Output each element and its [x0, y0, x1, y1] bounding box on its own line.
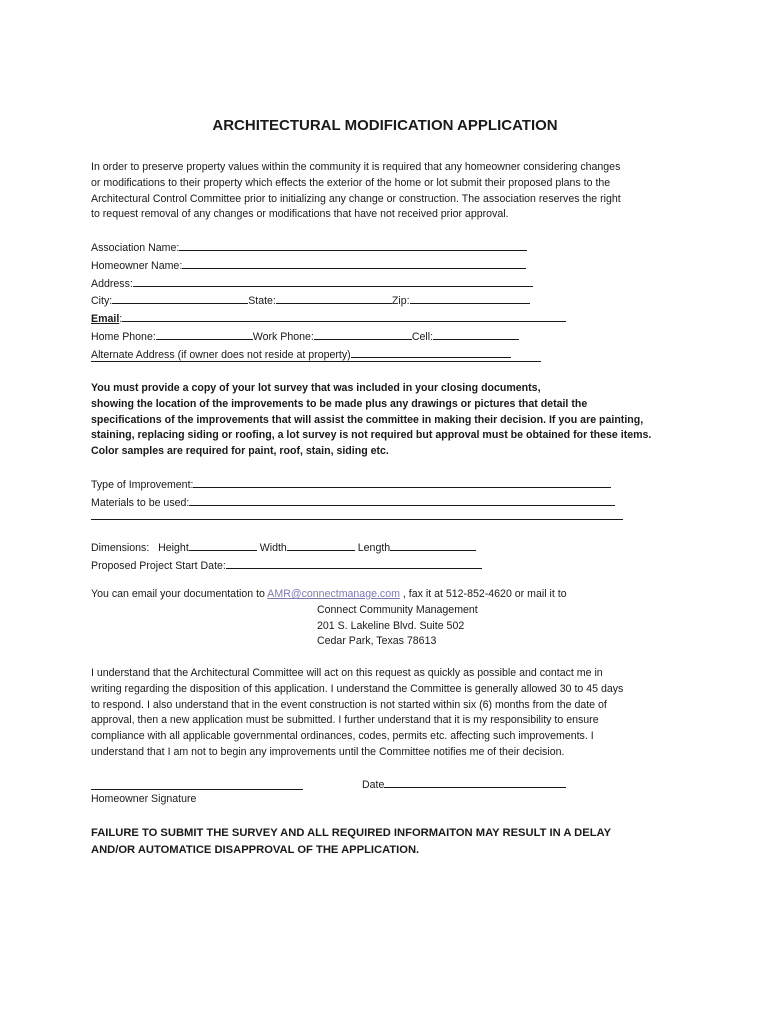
- home-phone-label: Home Phone:: [91, 330, 156, 343]
- date-row: [362, 776, 566, 794]
- email-row: [91, 310, 687, 328]
- type-of-improvement-field[interactable]: [193, 476, 611, 488]
- materials-field[interactable]: [189, 494, 615, 506]
- page-title: ARCHITECTURAL MODIFICATION APPLICATION: [212, 117, 558, 134]
- owner-info-fields: [91, 239, 687, 364]
- email-label: Email: [91, 313, 120, 326]
- contact-line: [91, 587, 687, 603]
- work-phone-label: Work Phone:: [252, 330, 314, 343]
- survey-notice: [91, 381, 687, 460]
- survey-notice-line: Color samples are required for paint, roof, stain, siding etc.: [91, 445, 389, 458]
- cell-field[interactable]: [433, 328, 519, 340]
- state-label: State:: [248, 295, 276, 308]
- materials-label: Materials to be used:: [91, 496, 190, 509]
- materials-row: [91, 494, 687, 512]
- understanding-line: to respond. I also understand that in the event construction is not started within six (6) months from the date of: [91, 698, 607, 711]
- understanding-line: approval, then a new application must be submitted. I further understand that it is my responsibility to ensure: [91, 714, 599, 727]
- start-date-row: [91, 557, 687, 575]
- homeowner-name-row: [91, 257, 687, 275]
- city-label: City:: [91, 295, 113, 308]
- dimension-fields: [91, 539, 687, 575]
- work-phone-field[interactable]: [314, 328, 412, 340]
- city-field[interactable]: [112, 292, 248, 304]
- type-of-improvement-label: Type of Improvement:: [91, 479, 194, 491]
- contact-email-link[interactable]: AMR@connectmanage.com: [267, 588, 400, 600]
- failure-line: FAILURE TO SUBMIT THE SURVEY AND ALL REQUIRED INFORMAITON MAY RESULT IN A DELAY: [91, 827, 612, 839]
- contact-suffix: , fax it at 512-852-4620 or mail it to: [399, 588, 567, 600]
- cell-label: Cell:: [411, 330, 434, 343]
- state-field[interactable]: [276, 292, 392, 304]
- understanding-line: understand that I am not to begin any improvements until the Committee notifies me of their decision.: [91, 745, 565, 758]
- start-date-label: Proposed Project Start Date:: [91, 559, 226, 572]
- type-of-improvement-row: [91, 476, 687, 494]
- intro-line: to request removal of any changes or modifications that have not received prior approval.: [91, 208, 509, 221]
- height-label: Height: [158, 542, 189, 554]
- failure-line: AND/OR AUTOMATICE DISAPPROVAL OF THE APPLICATION.: [91, 843, 420, 856]
- understanding-line: writing regarding the disposition of this application. I understand the Committee is generally allowed 30 to 45 days: [91, 682, 624, 695]
- contact-section: [91, 587, 687, 650]
- mailing-address-line: 201 S. Lakeline Blvd. Suite 502: [317, 619, 465, 632]
- dimensions-row: [91, 539, 687, 557]
- mailing-address-line: Cedar Park, Texas 78613: [317, 635, 437, 648]
- date-field[interactable]: [384, 776, 566, 788]
- address-row: [91, 275, 687, 293]
- understanding-line: I understand that the Architectural Committee will act on this request as quickly as possible and contact me in: [91, 667, 603, 679]
- width-label: Width: [259, 542, 287, 554]
- association-name-field[interactable]: [179, 239, 527, 251]
- home-phone-field[interactable]: [156, 328, 253, 340]
- understanding-line: compliance with all applicable governmental ordinances, codes, permits etc. affecting such improvements. I: [91, 730, 594, 743]
- intro-paragraph: [91, 160, 687, 223]
- homeowner-name-label: Homeowner Name:: [91, 259, 183, 272]
- intro-line: Architectural Control Committee prior to initializing any change or construction. The association reserves the right: [91, 192, 621, 205]
- intro-line: In order to preserve property values within the community it is required that any homeowner considering changes: [91, 161, 621, 173]
- improvement-fields: [91, 476, 687, 512]
- alternate-address-label: Alternate Address (if owner does not reside at property): [91, 348, 351, 361]
- length-field[interactable]: [390, 539, 476, 551]
- city-state-zip-row: [91, 292, 687, 310]
- signature-field[interactable]: [91, 789, 303, 790]
- date-label: Date: [362, 779, 385, 791]
- address-label: Address:: [91, 277, 133, 290]
- survey-notice-line: staining, replacing siding or roofing, a lot survey is not required but approval must be obtained for these items.: [91, 429, 652, 442]
- intro-line: or modifications to their property which effects the exterior of the home or lot submit their proposed plans to the: [91, 176, 611, 189]
- mailing-address-line: Connect Community Management: [317, 603, 478, 616]
- email-field[interactable]: [122, 310, 566, 322]
- signature-label: Homeowner Signature: [91, 793, 197, 805]
- survey-notice-line: showing the location of the improvements to be made plus any drawings or pictures that detail the: [91, 397, 588, 410]
- association-name-row: [91, 239, 687, 257]
- alternate-address-field[interactable]: [351, 346, 511, 358]
- address-field[interactable]: [133, 275, 533, 287]
- materials-line-2[interactable]: [91, 519, 623, 520]
- dimensions-label: Dimensions:: [91, 542, 150, 554]
- failure-warning: [91, 825, 611, 858]
- email-colon: :: [119, 313, 123, 326]
- height-field[interactable]: [189, 539, 257, 551]
- phone-row: [91, 328, 687, 346]
- survey-notice-line: You must provide a copy of your lot survey that was included in your closing documents,: [91, 382, 541, 394]
- alternate-address-line-2[interactable]: [91, 361, 541, 362]
- contact-prefix: You can email your documentation to: [91, 588, 268, 600]
- length-label: Length: [357, 542, 391, 554]
- zip-field[interactable]: [410, 292, 530, 304]
- association-name-label: Association Name:: [91, 242, 180, 254]
- homeowner-name-field[interactable]: [182, 257, 526, 269]
- zip-label: Zip:: [391, 295, 410, 308]
- width-field[interactable]: [287, 539, 355, 551]
- survey-notice-line: specifications of the improvements that will assist the committee in making their decision. If you are painting,: [91, 413, 644, 426]
- understanding-paragraph: [91, 666, 687, 761]
- start-date-field[interactable]: [226, 557, 482, 569]
